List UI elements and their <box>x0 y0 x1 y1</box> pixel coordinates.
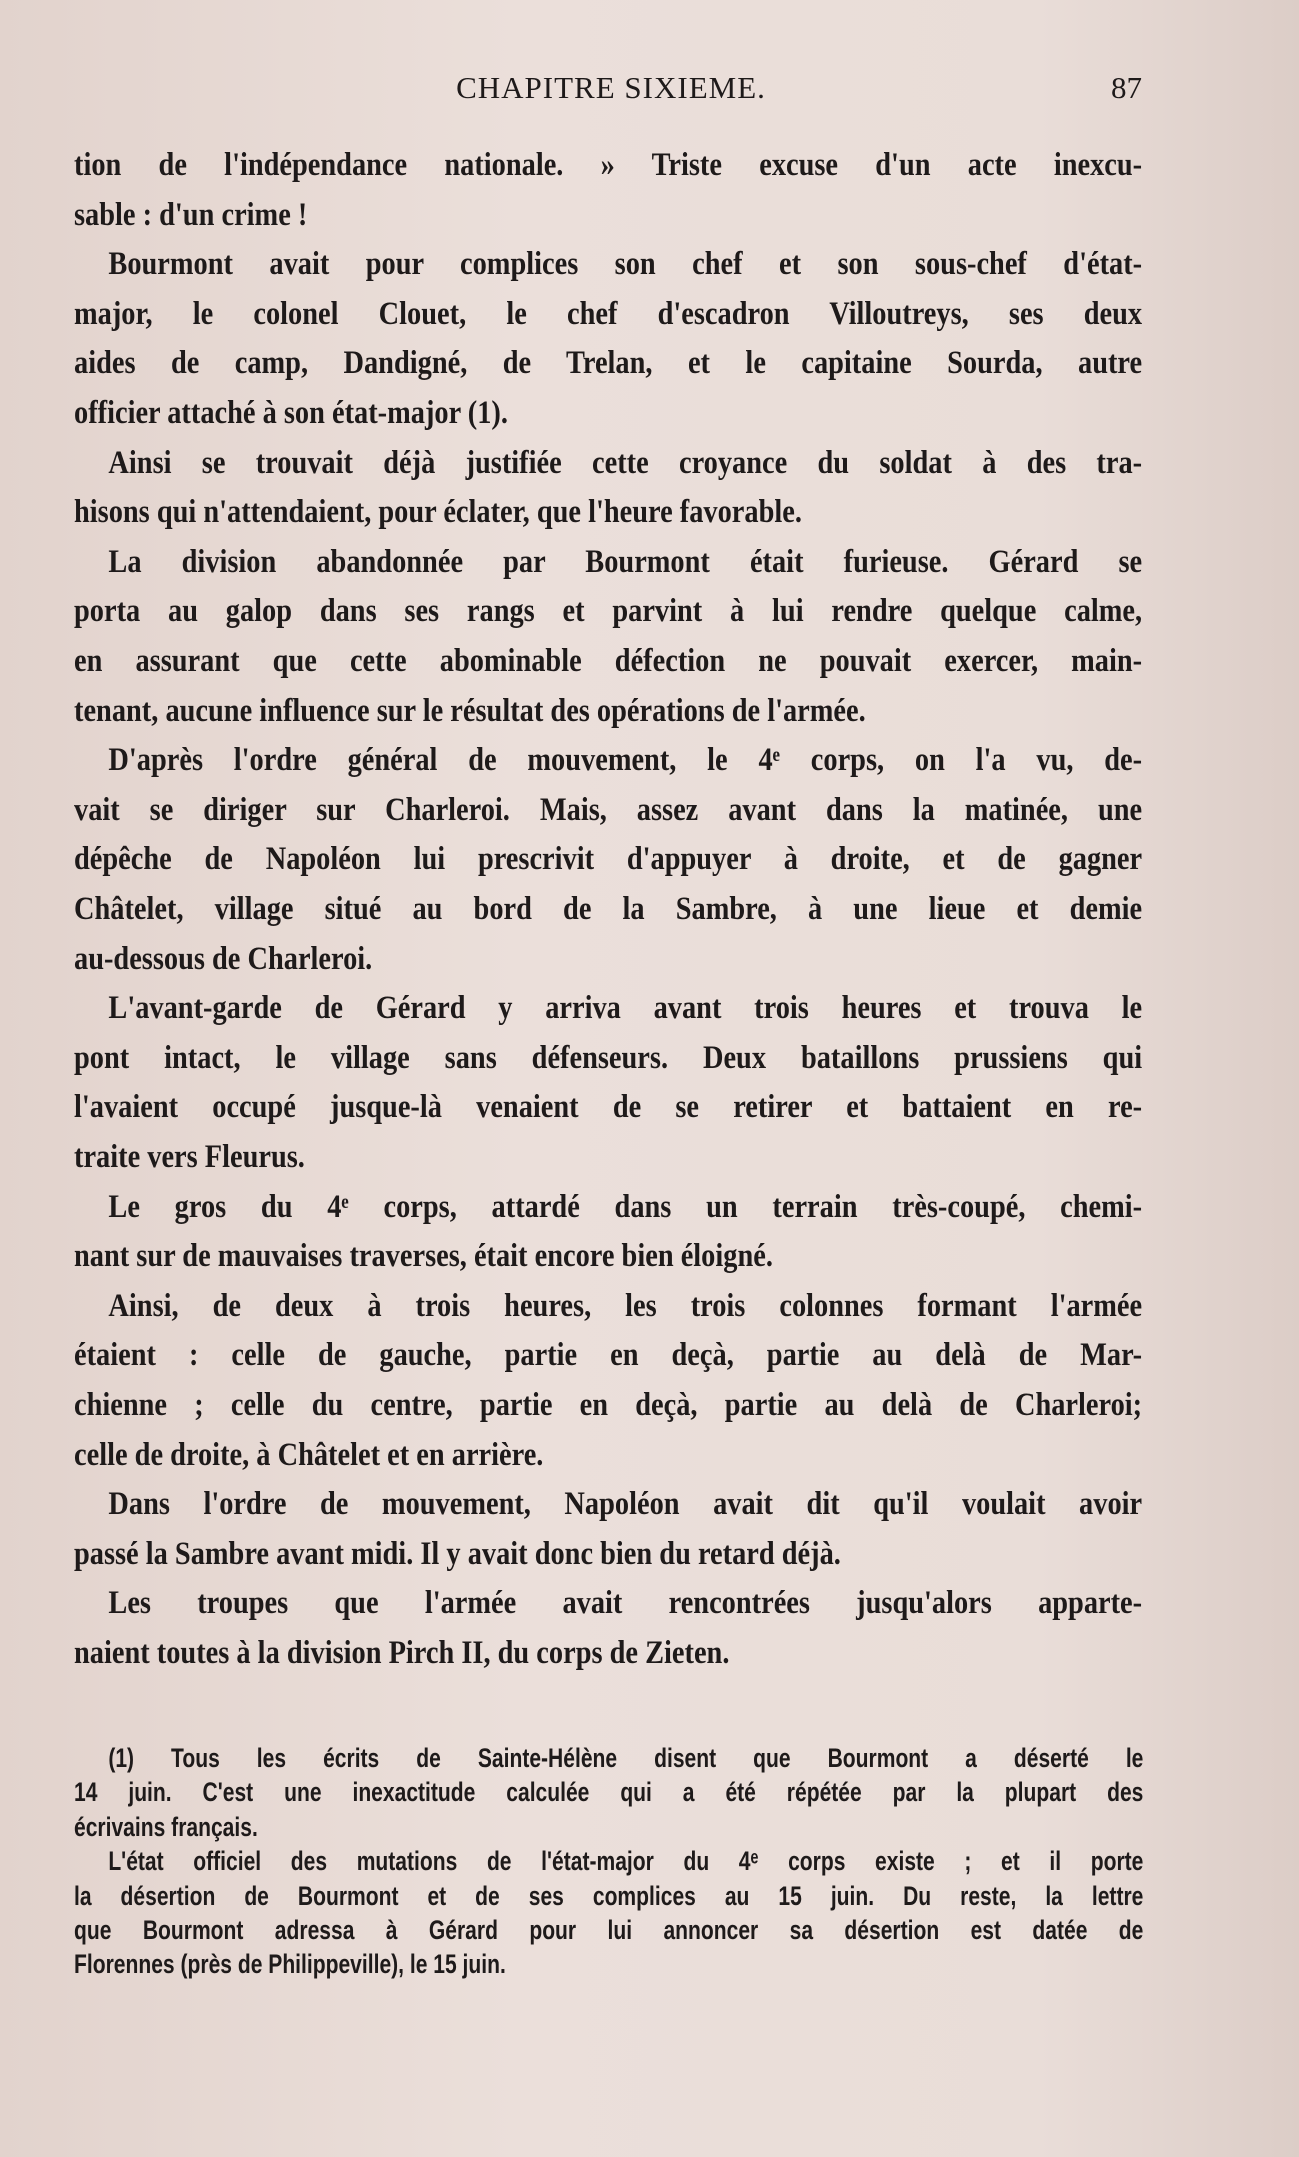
text-line: vait se diriger sur Charleroi. Mais, assez avant dans la matinée, une <box>74 791 1143 828</box>
running-title: CHAPITRE SIXIEME. <box>456 70 766 105</box>
text-line: Bourmont avait pour complices son chef et son sous-chef d'état- <box>108 246 1143 283</box>
text-line: nant sur de mauvaises traverses, était encore bien éloigné. <box>74 1238 773 1275</box>
footnote-line: que Bourmont adressa à Gérard pour lui annoncer sa désertion est datée de <box>74 1915 1144 1945</box>
text-line: Châtelet, village situé au bord de la Sambre, à une lieue et demie <box>74 891 1143 927</box>
text-line: étaient : celle de gauche, partie en deçà, partie au delà de Mar- <box>74 1337 1143 1374</box>
text-line: chienne ; celle du centre, partie en deçà, partie au delà de Charleroi; <box>74 1387 1143 1423</box>
footnote-line: Florennes (près de Philippeville), le 15 juin. <box>74 1949 506 1980</box>
text-line: pont intact, le village sans défenseurs. Deux bataillons prussiens qui <box>74 1039 1143 1076</box>
text-line: aides de camp, Dandigné, de Trelan, et le capitaine Sourda, autre <box>74 345 1143 382</box>
text-line: tion de l'indépendance nationale. » Triste excuse d'un acte inexcu- <box>74 147 1143 183</box>
footnote-line: L'état officiel des mutations de l'état-major du 4ᵉ corps existe ; et il porte <box>108 1846 1144 1877</box>
text-line: en assurant que cette abominable défection ne pouvait exercer, main- <box>74 643 1143 679</box>
text-line: Dans l'ordre de mouvement, Napoléon avait dit qu'il voulait avoir <box>108 1486 1143 1523</box>
text-line: passé la Sambre avant midi. Il y avait donc bien du retard déjà. <box>74 1535 841 1572</box>
text-line: tenant, aucune influence sur le résultat des opérations de l'armée. <box>74 692 866 729</box>
text-line: traite vers Fleurus. <box>74 1139 305 1175</box>
text-line: La division abandonnée par Bourmont était furieuse. Gérard se <box>108 543 1143 580</box>
text-line: porta au galop dans ses rangs et parvint à lui rendre quelque calme, <box>74 593 1143 630</box>
text-line: Ainsi, de deux à trois heures, les trois colonnes formant l'armée <box>108 1287 1143 1324</box>
text-line: celle de droite, à Châtelet et en arrière. <box>74 1436 544 1473</box>
page-number: 87 <box>1111 70 1142 105</box>
footnote-line: la désertion de Bourmont et de ses complices au 15 juin. Du reste, la lettre <box>74 1880 1144 1911</box>
text-line: Ainsi se trouvait déjà justifiée cette croyance du soldat à des tra- <box>108 444 1143 481</box>
text-line: naient toutes à la division Pirch II, du corps de Zieten. <box>74 1635 730 1671</box>
page-header <box>80 70 1142 114</box>
text-line: Le gros du 4ᵉ corps, attardé dans un terrain très-coupé, chemi- <box>108 1188 1143 1225</box>
text-line: au-dessous de Charleroi. <box>74 940 373 977</box>
footnote-line: 14 juin. C'est une inexactitude calculée qui a été répétée par la plupart des <box>74 1777 1144 1808</box>
footnote-line: (1) Tous les écrits de Sainte-Hélène disent que Bourmont a déserté le <box>108 1743 1144 1773</box>
text-line: major, le colonel Clouet, le chef d'escadron Villoutreys, ses deux <box>74 295 1143 332</box>
text-line: dépêche de Napoléon lui prescrivit d'appuyer à droite, et de gagner <box>74 841 1143 878</box>
text-line: sable : d'un crime ! <box>74 196 308 233</box>
text-line: Les troupes que l'armée avait rencontrées jusqu'alors apparte- <box>108 1585 1143 1622</box>
text-line: officier attaché à son état-major (1). <box>74 395 508 431</box>
text-line: hisons qui n'attendaient, pour éclater, que l'heure favorable. <box>74 494 802 531</box>
text-line: l'avaient occupé jusque-là venaient de se retirer et battaient en re- <box>74 1089 1143 1126</box>
footnote-line: écrivains français. <box>74 1811 258 1842</box>
text-line: D'après l'ordre général de mouvement, le 4ᵉ corps, on l'a vu, de- <box>108 742 1143 779</box>
text-line: L'avant-garde de Gérard y arriva avant trois heures et trouva le <box>108 990 1143 1027</box>
